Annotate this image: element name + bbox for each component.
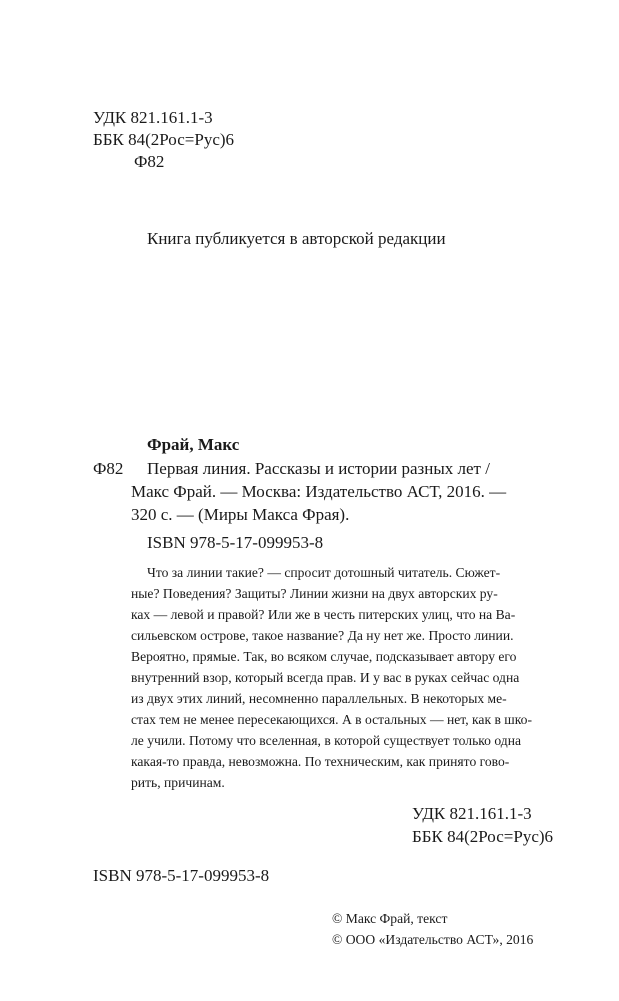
top-bbk-code: ББК 84(2Рос=Рус)6 [93,130,235,149]
bottom-bbk-code: ББК 84(2Рос=Рус)6 [412,827,554,846]
copyright-author: © Макс Фрай, текст [332,911,448,926]
copyright-publisher: © ООО «Издательство АСТ», 2016 [332,932,534,947]
annotation-line: сильевском острове, такое название? Да ну нет же. Просто линии. [131,628,514,643]
annotation-line: стах тем не менее пересекающихся. А в остальных — нет, как в шко- [131,712,532,727]
annotation-line: Что за линии такие? — спросит дотошный читатель. Сюжет- [147,565,501,580]
annotation-line: рить, причинам. [131,775,225,790]
author-heading: Фрай, Макс [147,435,240,454]
bibliographic-line: Макс Фрай. — Москва: Издательство АСТ, 2016. — [131,482,507,501]
annotation-line: Вероятно, прямые. Так, во всяком случае, подсказывает автору его [131,649,517,664]
annotation-line: какая-то правда, невозможна. По техническим, как принято гово- [131,754,510,769]
annotation-line: внутренний взор, который всегда прав. И у вас в руках сейчас одна [131,670,520,685]
bottom-isbn: ISBN 978-5-17-099953-8 [93,866,270,885]
top-udk-code: УДК 821.161.1-3 [93,108,213,127]
annotation-line: ках — левой и правой? Или же в честь питерских улиц, что на Ва- [131,607,516,622]
bottom-udk-code: УДК 821.161.1-3 [412,804,532,823]
bibliographic-line: 320 с. — (Миры Макса Фрая). [131,505,350,524]
editorial-notice: Книга публикуется в авторской редакции [147,229,446,248]
record-author-code: Ф82 [93,459,124,478]
annotation-line: из двух этих линий, несомненно параллельных. В некоторых ме- [131,691,507,706]
record-isbn: ISBN 978-5-17-099953-8 [147,533,324,552]
annotation-line: ле учили. Потому что вселенная, в которой существует только одна [131,733,522,748]
top-author-code: Ф82 [134,152,165,171]
bibliographic-line: Первая линия. Рассказы и истории разных лет / [147,459,490,478]
annotation-line: ные? Поведения? Защиты? Линии жизни на двух авторских ру- [131,586,498,601]
